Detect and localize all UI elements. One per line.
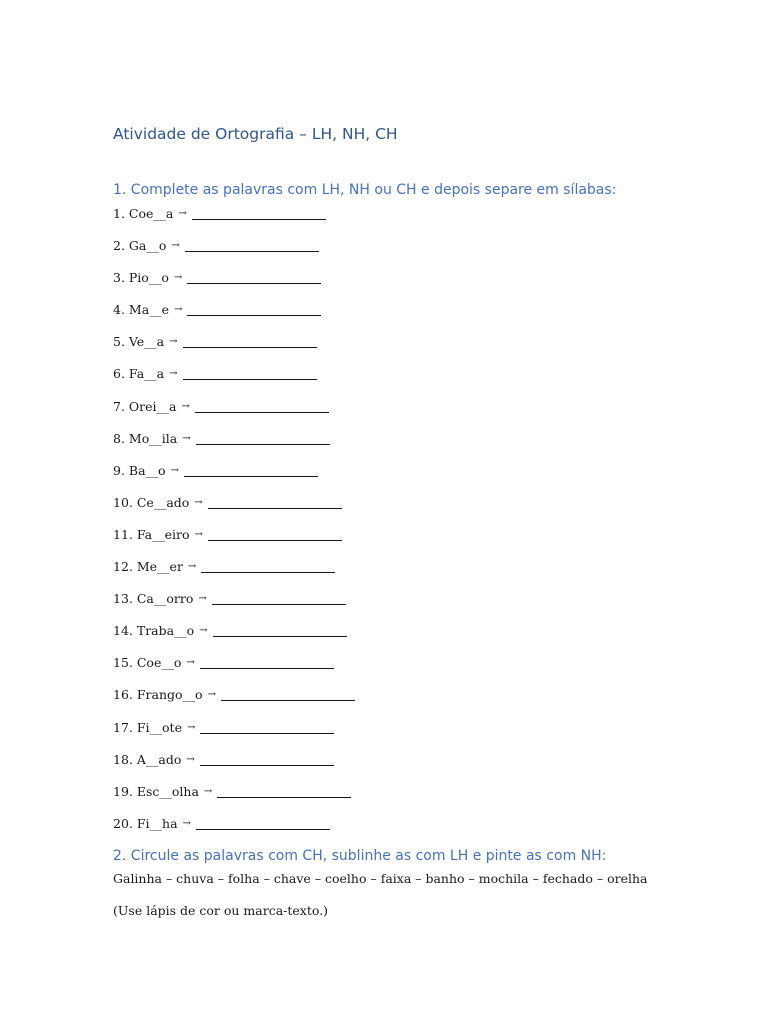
arrow-separator: → bbox=[174, 304, 183, 316]
exercise-item bbox=[113, 333, 355, 365]
answer-blank[interactable] bbox=[184, 462, 318, 477]
exercise-item bbox=[113, 783, 355, 815]
exercise-item bbox=[113, 686, 355, 718]
arrow-separator: → bbox=[187, 561, 197, 573]
answer-blank[interactable] bbox=[217, 783, 351, 798]
arrow-separator: → bbox=[178, 208, 187, 219]
word-list: Galinha – chuva – folha – chave – coelho – faixa – banho – mochila – fechado – orelha bbox=[113, 871, 648, 886]
arrow-separator: → bbox=[169, 336, 178, 348]
exercise-word: 6. Fa__a bbox=[113, 366, 165, 382]
document-title: Atividade de Ortografia – LH, NH, CH bbox=[113, 125, 398, 143]
answer-blank[interactable] bbox=[187, 301, 321, 316]
exercise-word: 11. Fa__eiro bbox=[113, 526, 190, 542]
exercise-word: 17. Fi__ote bbox=[113, 719, 182, 735]
exercise-item bbox=[113, 301, 355, 333]
exercise-item bbox=[113, 269, 355, 301]
exercise-item bbox=[113, 494, 355, 526]
exercise-word: 3. Pio__o bbox=[113, 270, 169, 286]
answer-blank[interactable] bbox=[213, 622, 347, 637]
answer-blank[interactable] bbox=[196, 430, 330, 445]
arrow-separator: → bbox=[173, 272, 183, 284]
exercise-word: 5. Ve__a bbox=[113, 334, 165, 350]
answer-blank[interactable] bbox=[200, 654, 334, 669]
arrow-separator: → bbox=[170, 464, 179, 476]
arrow-separator: → bbox=[186, 753, 195, 765]
answer-blank[interactable] bbox=[192, 205, 326, 220]
arrow-separator: → bbox=[203, 785, 213, 797]
arrow-separator: → bbox=[198, 593, 207, 605]
arrow-separator: → bbox=[181, 400, 190, 412]
exercise-item bbox=[113, 365, 355, 397]
answer-blank[interactable] bbox=[200, 751, 334, 766]
arrow-separator: → bbox=[186, 721, 196, 733]
exercise-item bbox=[113, 815, 355, 847]
answer-blank[interactable] bbox=[208, 494, 342, 509]
answer-blank[interactable] bbox=[196, 815, 330, 830]
answer-blank[interactable] bbox=[201, 558, 335, 573]
answer-blank[interactable] bbox=[212, 590, 346, 605]
arrow-separator: → bbox=[169, 368, 178, 380]
exercise-item bbox=[113, 205, 355, 237]
exercise-word: 4. Ma__e bbox=[113, 302, 170, 318]
exercise-word: 14. Traba__o bbox=[113, 623, 195, 639]
answer-blank[interactable] bbox=[200, 719, 334, 734]
exercise-word: 16. Frango__o bbox=[113, 687, 203, 703]
exercise-item bbox=[113, 430, 355, 462]
answer-blank[interactable] bbox=[185, 237, 319, 252]
exercise-item bbox=[113, 719, 355, 751]
answer-blank[interactable] bbox=[195, 398, 329, 413]
answer-blank[interactable] bbox=[208, 526, 342, 541]
exercise-item bbox=[113, 654, 355, 686]
exercise-word: 19. Esc__olha bbox=[113, 783, 199, 799]
exercise-word: 10. Ce__ado bbox=[113, 494, 190, 510]
arrow-separator: → bbox=[182, 432, 191, 444]
exercise-item bbox=[113, 751, 355, 783]
exercise-word: 18. A__ado bbox=[113, 751, 182, 767]
answer-blank[interactable] bbox=[183, 333, 317, 348]
exercise-item bbox=[113, 462, 355, 494]
exercise-word: 20. Fi__ha bbox=[113, 815, 178, 831]
arrow-separator: → bbox=[207, 689, 216, 701]
exercise-item bbox=[113, 237, 355, 269]
section-1-heading: 1. Complete as palavras com LH, NH ou CH e depois separe em sílabas: bbox=[113, 182, 617, 198]
arrow-separator: → bbox=[186, 657, 195, 669]
arrow-separator: → bbox=[171, 240, 180, 252]
exercise-word: 13. Ca__orro bbox=[113, 591, 194, 607]
arrow-separator: → bbox=[182, 817, 191, 829]
exercise-item bbox=[113, 558, 355, 590]
exercise-item bbox=[113, 398, 355, 430]
section-2-heading: 2. Circule as palavras com CH, sublinhe as com LH e pinte as com NH: bbox=[113, 848, 607, 864]
arrow-separator: → bbox=[199, 625, 208, 637]
exercise-word: 9. Ba__o bbox=[113, 462, 166, 478]
exercise-item bbox=[113, 622, 355, 654]
exercise-item bbox=[113, 526, 355, 558]
answer-blank[interactable] bbox=[187, 269, 321, 284]
exercise-item bbox=[113, 590, 355, 622]
instruction-note: (Use lápis de cor ou marca-texto.) bbox=[113, 903, 329, 918]
answer-blank[interactable] bbox=[183, 365, 317, 380]
answer-blank[interactable] bbox=[221, 686, 355, 701]
exercise-list bbox=[113, 205, 355, 847]
arrow-separator: → bbox=[194, 496, 203, 508]
exercise-word: 7. Orei__a bbox=[113, 398, 177, 414]
exercise-word: 1. Coe__a bbox=[113, 206, 174, 221]
arrow-separator: → bbox=[194, 528, 203, 540]
exercise-word: 8. Mo__ila bbox=[113, 430, 178, 446]
exercise-word: 2. Ga__o bbox=[113, 238, 167, 254]
exercise-word: 15. Coe__o bbox=[113, 655, 182, 671]
exercise-word: 12. Me__er bbox=[113, 559, 183, 575]
